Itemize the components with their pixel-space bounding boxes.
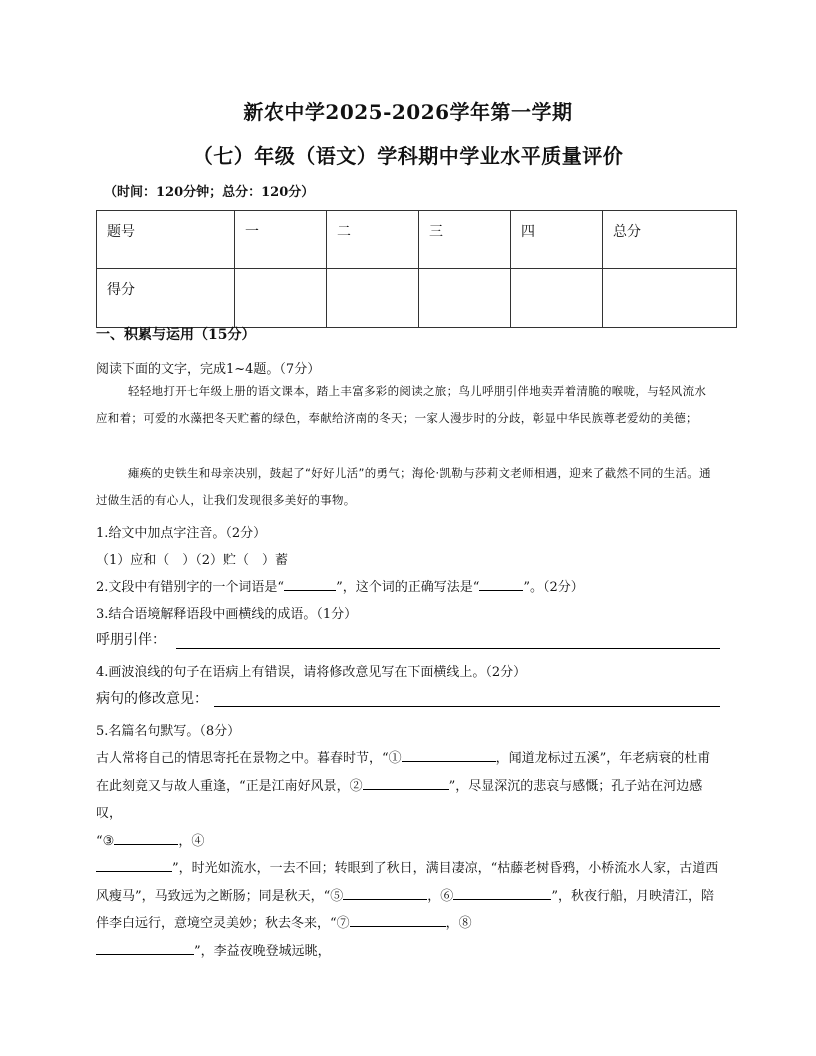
score-row-label: 得分: [97, 269, 235, 328]
q5-text-4: “③: [96, 833, 115, 849]
q5-blank-1[interactable]: [402, 747, 496, 762]
question-3-label: 呼朋引伴：: [96, 632, 166, 648]
score-table-score-row: [97, 269, 737, 328]
question-2: [96, 576, 584, 595]
score-cell-4[interactable]: [511, 269, 603, 328]
q5-text-8: ”，秋夜行船，月映清江，陪伴李白远行，意境空灵美妙；秋去冬来，“⑦: [96, 888, 714, 931]
q5-text-9: ，⑧: [445, 916, 472, 931]
question-3-answer-line[interactable]: [176, 648, 720, 649]
q5-blank-8[interactable]: [96, 940, 194, 955]
header-cell-2: 二: [327, 211, 419, 269]
question-2-part-c: ”。（2分）: [523, 580, 584, 595]
q5-text-6: ”，时光如流水，一去不回；转眼到了秋日，满目凄凉，“枯藤老树昏鸦，小桥流水人家，古道西风瘦马”，马致远为之断肠；同是秋天，“⑤: [96, 861, 719, 904]
score-cell-total[interactable]: [603, 269, 737, 328]
q5-blank-6[interactable]: [453, 885, 551, 900]
header-cell-total: 总分: [603, 211, 737, 269]
header-cell-question-no: 题号: [97, 211, 235, 269]
score-cell-2[interactable]: [327, 269, 419, 328]
passage-paragraph-2: 瘫痪的史铁生和母亲决别，鼓起了“好好儿活”的勇气；海伦·凯勒与莎莉文老师相遇，迎来了截然不同的生活。通过做生活的有心人，让我们发现很多美好的事物。: [96, 466, 711, 507]
question-4-label: 病句的修改意见：: [96, 691, 208, 707]
q5-text-7: ，⑥: [427, 888, 454, 904]
header-cell-1: 一: [235, 211, 327, 269]
q5-text-3: ”，尽显深沉的悲哀与感慨；孔子站在河边感叹，: [96, 778, 703, 821]
header-cell-4: 四: [511, 211, 603, 269]
question-2-part-b: ”，这个词的正确写法是“: [336, 580, 480, 595]
question-4: 4.画波浪线的句子在语病上有错误，请将修改意见写在下面横线上。（2分）: [96, 665, 527, 680]
question-2-blank-1[interactable]: [284, 578, 336, 591]
question-1: 1.给文中加点字注音。（2分）: [96, 526, 267, 541]
section-heading: 一、积累与运用（15分）: [96, 327, 256, 343]
score-cell-1[interactable]: [235, 269, 327, 328]
q5-blank-4[interactable]: [96, 857, 172, 872]
score-table: [96, 210, 737, 328]
question-3: 3.结合语境解释语段中画横线的成语。（1分）: [96, 607, 358, 622]
q5-blank-2[interactable]: [363, 775, 449, 790]
exam-title-line2: （七）年级（语文）学科期中学业水平质量评价: [192, 144, 624, 168]
question-1-answer-line: （1）应和（ ）（2）贮（ ）蓄: [96, 553, 289, 568]
exam-info: （时间：120分钟；总分：120分）: [104, 185, 315, 200]
passage-paragraph-1: 轻轻地打开七年级上册的语文课本，踏上丰富多彩的阅读之旅；鸟儿呼朋引伴地卖弄着清脆的喉咙，与轻风流水应和着；可爱的水藻把冬天贮蓄的绿色，奉献给济南的冬天；一家人漫步时的分歧，彰显中华民族尊老爱幼的美德；: [96, 384, 707, 425]
q5-text-10: ”，李益夜晚登城远眺，: [194, 943, 331, 959]
reading-instruction: 阅读下面的文字，完成1~4题。（7分）: [96, 362, 321, 377]
header-cell-3: 三: [419, 211, 511, 269]
exam-title-line1: 新农中学2025-2026学年第一学期: [243, 100, 573, 124]
q5-blank-3[interactable]: [114, 830, 178, 845]
q5-blank-5[interactable]: [343, 885, 427, 900]
question-2-blank-2[interactable]: [479, 578, 523, 591]
q5-text-5: ，④: [178, 833, 205, 849]
score-table-header-row: [97, 211, 737, 269]
q5-blank-7[interactable]: [350, 912, 446, 927]
question-4-answer-line[interactable]: [214, 706, 720, 707]
question-2-part-a: 2.文段中有错别字的一个词语是“: [96, 580, 285, 595]
question-5: 5.名篇名句默写。（8分）: [96, 724, 241, 739]
question-5-passage: [96, 745, 721, 965]
q5-text-2: ，闻道龙标过五溪”，年老病衰的杜甫在此刻竟又与故人重逢，“正是江南好风景，②: [96, 751, 711, 794]
q5-text-1: 古人常将自己的情思寄托在景物之中。暮春时节，“①: [96, 751, 402, 766]
score-cell-3[interactable]: [419, 269, 511, 328]
